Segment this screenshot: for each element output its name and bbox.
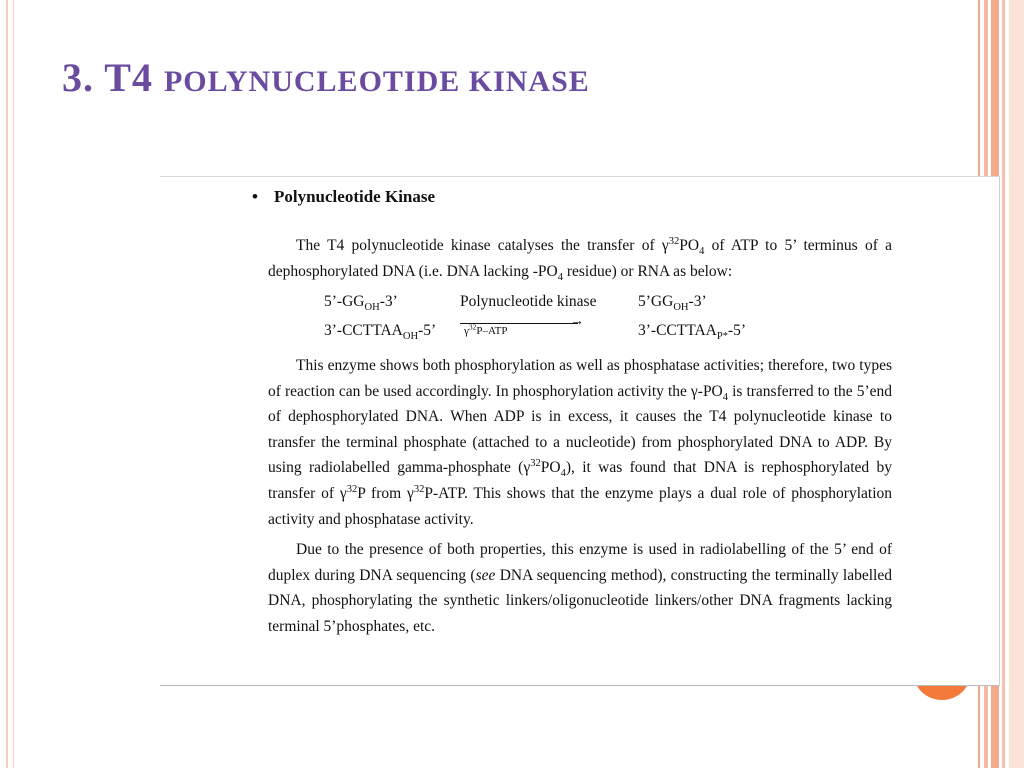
- right-frame-band: [1009, 0, 1024, 768]
- heading-text: Polynucleotide Kinase: [274, 187, 436, 206]
- substrate-top-strand: $5’-GG_{OH}-3$’: [324, 293, 398, 314]
- paragraph-activities: This enzyme shows both phosphorylation as well as phosphatase activities; therefore, two types of reaction can be used accordingly. In phosphorylation activity the $\gamma-PO_4$ is transferred to the 5’end of dephosphorylated DNA. When ADP is in excess, it causes the T4 polynucleotide kinase to transfer the terminal phosphate (attached to a nucleotide) from phosphorylated DNA to ADP. By using radiolabelled gamma-phosphate $(\gamma^{32}PO_4)$, it was found that DNA is rephosphorylated by transfer of $\gamma^{32}P$ from $\gamma^{32}P$-ATP. This shows that the enzyme plays a dual role of phosphorylation activity and phosphatase activity.: [268, 357, 893, 528]
- bullet-icon: •: [252, 187, 258, 206]
- reaction-arrow: [460, 315, 584, 345]
- section-heading: [252, 187, 435, 207]
- paragraph-intro: The T4 polynucleotide kinase catalyses the transfer of $\gamma^{32}PO_4$ of ATP to 5’ terminus of a dephosphorylated DNA (i.e. DNA lacking $-PO_4$ residue) or RNA as below:: [268, 235, 892, 283]
- product-bottom-strand: $3’-CCTTAA_{P*}-5$’: [638, 322, 747, 343]
- arrow-line: [460, 323, 578, 324]
- title-rest: POLYNUCLEOTIDE KINASE: [163, 65, 590, 98]
- enzyme-label: Polynucleotide kinase: [460, 293, 597, 310]
- scanned-text-image: [160, 176, 1000, 686]
- reaction-scheme: [324, 293, 884, 347]
- title-prefix: 3. T4: [62, 55, 153, 100]
- product-top-strand: $5’GG_{OH}-3$’: [638, 293, 707, 314]
- reaction-condition: $\gamma^{32}P$–ATP: [464, 322, 508, 337]
- substrate-bottom-strand: $3’-CCTTAA_{OH}-5$’: [324, 322, 437, 343]
- left-frame-line-inner: [13, 0, 14, 768]
- right-frame-band: [1002, 0, 1005, 768]
- left-frame-line: [6, 0, 8, 768]
- slide-title: [62, 54, 590, 101]
- arrow-head-icon: →: [570, 314, 584, 329]
- paragraph-applications: Due to the presence of both properties, this enzyme is used in radiolabelling of the 5’ end of duplex during DNA sequencing (see DNA sequencing method), constructing the terminally labelled DNA, phosphorylating the synthetic linkers/oligonucleotide linkers/other DNA fragments lacking terminal 5’phosphates, etc.: [268, 541, 892, 635]
